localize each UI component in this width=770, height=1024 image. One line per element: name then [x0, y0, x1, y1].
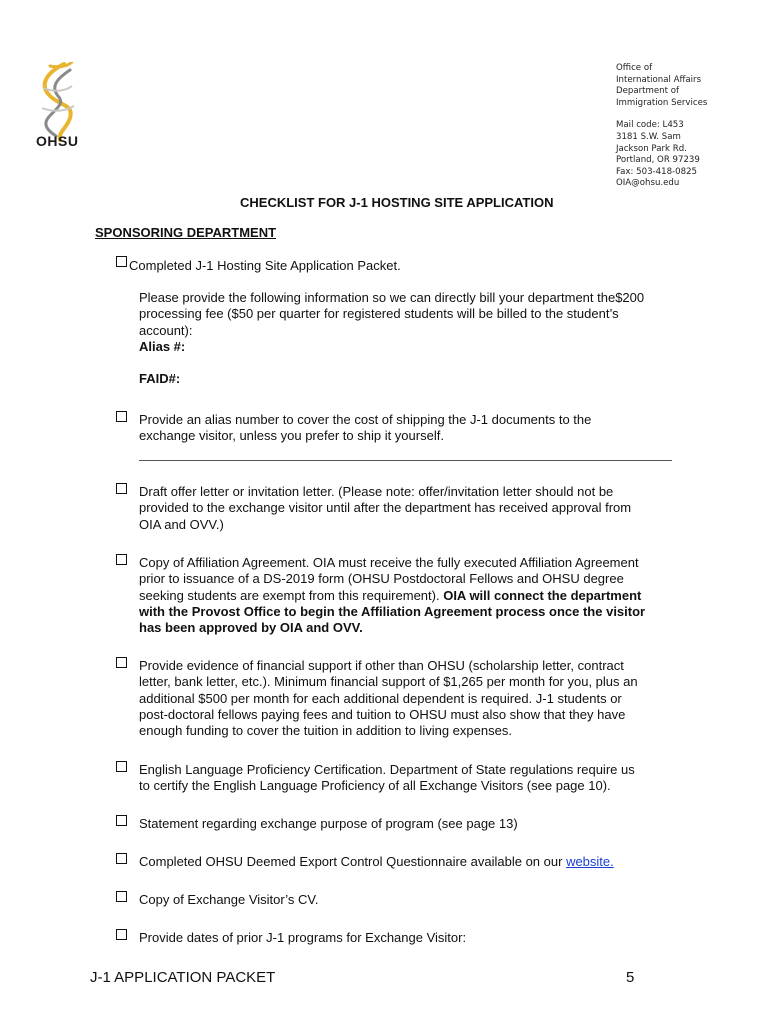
text-line [139, 588, 645, 604]
text-line: OIA and OVV.) [139, 516, 224, 532]
bold-text-span: OIA will connect the department [443, 587, 642, 603]
checkbox-item-1[interactable] [116, 256, 127, 267]
checkbox-item-2[interactable] [116, 411, 127, 422]
text-span: Completed OHSU Deemed Export Control Questionnaire available on our [139, 854, 567, 869]
address-line: 3181 S.W. Sam [616, 131, 681, 142]
text-line: processing fee ($50 per quarter for registered students will be billed to the student’s [139, 306, 619, 322]
text-line: prior to issuance of a DS-2019 form (OHSU Postdoctoral Fellows and OHSU degree [139, 571, 624, 587]
page-number: 5 [626, 969, 635, 986]
item-2-text [139, 412, 591, 445]
checkbox-item-6[interactable] [116, 761, 127, 772]
text-line: letter, bank letter, etc.). Minimum financial support of $1,265 per month for you, plus an [139, 674, 638, 690]
item-8-text [139, 854, 614, 870]
checkbox-item-9[interactable] [116, 891, 127, 902]
text-line: to certify the English Language Proficiency of all Exchange Visitors (see page 10). [139, 778, 611, 794]
address-line: International Affairs [616, 74, 702, 85]
item-4-text [139, 555, 645, 636]
page-title: CHECKLIST FOR J-1 HOSTING SITE APPLICATION [240, 195, 554, 210]
text-line: account): [139, 322, 193, 338]
item-6-text [139, 762, 635, 795]
text-line: Draft offer letter or invitation letter. (Please note: offer/invitation letter should not be [139, 484, 614, 499]
address-line: Mail code: L453 [616, 120, 684, 131]
checkbox-item-8[interactable] [116, 853, 127, 864]
office-address [616, 63, 707, 190]
checkbox-item-10[interactable] [116, 929, 127, 940]
bold-text-line: with the Provost Office to begin the Affiliation Agreement process once the visitor [139, 603, 646, 619]
item-10-text: Provide dates of prior J-1 programs for Exchange Visitor: [139, 930, 467, 945]
item-3-text [139, 484, 631, 533]
address-line: Department of [616, 86, 680, 97]
checkbox-item-3[interactable] [116, 483, 127, 494]
text-line: enough funding to cover the tuition in addition to living expenses. [139, 723, 512, 739]
checkbox-item-5[interactable] [116, 657, 127, 668]
address-line: Immigration Services [616, 97, 708, 108]
item-7-text: Statement regarding exchange purpose of program (see page 13) [139, 816, 518, 831]
text-line: Copy of Affiliation Agreement. OIA must receive the fully executed Affiliation Agreement [139, 555, 639, 570]
text-line: Please provide the following information so we can directly bill your department the$200 [139, 290, 645, 305]
text-line: provided to the exchange visitor until after the department has received approval from [139, 500, 632, 516]
text-line: Provide evidence of financial support if other than OHSU (scholarship letter, contract [139, 658, 624, 673]
item-5-text [139, 658, 638, 739]
alias-label: Alias #: [139, 338, 186, 354]
address-line: Fax: 503-418-0825 [616, 166, 698, 177]
footer-title: J-1 APPLICATION PACKET [90, 969, 276, 986]
section-heading: SPONSORING DEPARTMENT [95, 225, 277, 240]
checkbox-item-7[interactable] [116, 815, 127, 826]
text-line: exchange visitor, unless you prefer to ship it yourself. [139, 428, 444, 444]
address-line: Jackson Park Rd. [616, 143, 687, 154]
address-line: Office of [616, 63, 653, 73]
faid-label: FAID#: [139, 371, 181, 386]
text-line: post-doctoral fellows paying fees and tuition to OHSU must also show that they have [139, 706, 626, 722]
item-9-text: Copy of Exchange Visitor’s CV. [139, 892, 319, 907]
text-line: additional $500 per month for each additional dependent is required. J-1 students or [139, 690, 622, 706]
address-email: OIA@ohsu.edu [616, 178, 680, 189]
item-1-label: Completed J-1 Hosting Site Application Packet. [129, 258, 401, 273]
bold-text-line: has been approved by OIA and OVV. [139, 620, 363, 636]
text-line: English Language Proficiency Certification. Department of State regulations require us [139, 762, 635, 777]
text-line: Provide an alias number to cover the cost of shipping the J-1 documents to the [139, 412, 592, 427]
item-1-detail [139, 290, 644, 355]
logo-wordmark: OHSU [36, 133, 79, 149]
alias-entry-line[interactable] [139, 460, 672, 461]
address-line: Portland, OR 97239 [616, 155, 700, 166]
website-link[interactable]: website. [566, 854, 614, 869]
checkbox-item-4[interactable] [116, 554, 127, 565]
text-span: seeking students are exempt from this requirement). [139, 587, 444, 603]
